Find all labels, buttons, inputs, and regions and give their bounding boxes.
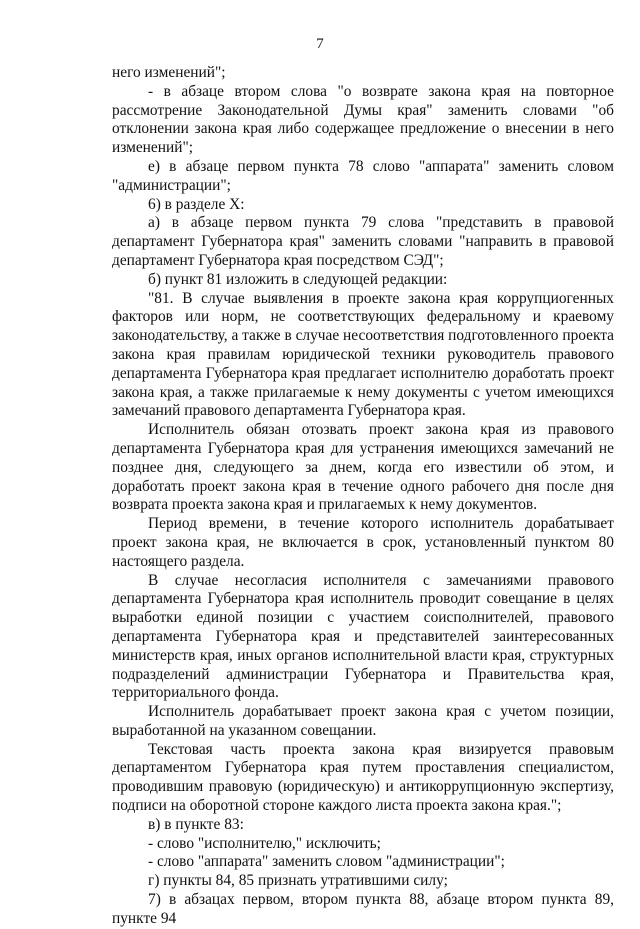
paragraph: Исполнитель дорабатывает проект закона края с учетом позиции, выработанной на указанном совещании. [112, 703, 614, 739]
paragraph: В случае несогласия исполнителя с замечаниями правового департамента Губернатора края исполнитель проводит совещание в целях выработки единой позиции с участием соисполнителей, правового департамента Губернатора края и представителей заинтересованных министерств края, иных органов исполнительной власти края, структурных подразделений администрации Губернатора и Правительства края, территориального фонда. [112, 571, 614, 702]
paragraph: - слово "исполнителю," исключить; [148, 834, 381, 852]
paragraph: 6) в разделе X: [148, 195, 245, 213]
paragraph: Исполнитель обязан отозвать проект закона края из правового департамента Губернатора края для устранения имеющихся замечаний не позднее дня, следующего за днем, когда его известили об этом, и доработать проект закона края в течение одного рабочего дня после дня возврата проекта закона края и прилагаемых к нему документов. [112, 421, 614, 514]
paragraph: Текстовая часть проекта закона края визируется правовым департаментом Губернатора края путем проставления специалистом, проводившим правовую (юридическую) и антикоррупционную экспертизу, подписи на оборотной стороне каждого листа проекта закона края."; [112, 740, 614, 815]
paragraph: г) пункты 84, 85 признать утратившими силу; [148, 872, 448, 890]
paragraph: - слово "аппарата" заменить словом "администрации"; [148, 853, 505, 871]
paragraph: а) в абзаце первом пункта 79 слова "представить в правовой департамент Губернатора края" заменить словами "направить в правовой департамент Губернатора края посредством СЭД"; [112, 214, 614, 269]
paragraph: е) в абзаце первом пункта 78 слово "аппарата" заменить словом "администрации"; [112, 157, 614, 194]
paragraph: б) пункт 81 изложить в следующей редакции: [148, 270, 448, 288]
paragraph: него изменений"; [112, 64, 226, 81]
paragraph: Период времени, в течение которого исполнитель дорабатывает проект закона края, не включается в срок, установленный пунктом 80 настоящего раздела. [112, 515, 614, 570]
paragraph: "81. В случае выявления в проекте закона края коррупциогенных факторов или норм, не соответствующих федеральному и краевому законодательству, а также в случае несоответствия подготовленного проекта закона края правилам юридической техники руководитель правового департамента Губернатора края предлагает исполнителю доработать проект закона края, а также прилагаемые к нему документы с учетом имеющихся замечаний правового департамента Губернатора края. [112, 289, 614, 420]
paragraph: 7) в абзацах первом, втором пункта 88, абзаце втором пункта 89, пункте 94 [112, 891, 614, 927]
document-body [112, 64, 614, 929]
paragraph: в) в пункте 83: [148, 815, 244, 833]
paragraph: - в абзаце втором слова "о возврате закона края на повторное рассмотрение Законодательной Думы края" заменить словами "об отклонении закона края либо содержащее предложение о внесении в него изменений"; [112, 82, 614, 157]
page-number: 7 [316, 36, 324, 52]
